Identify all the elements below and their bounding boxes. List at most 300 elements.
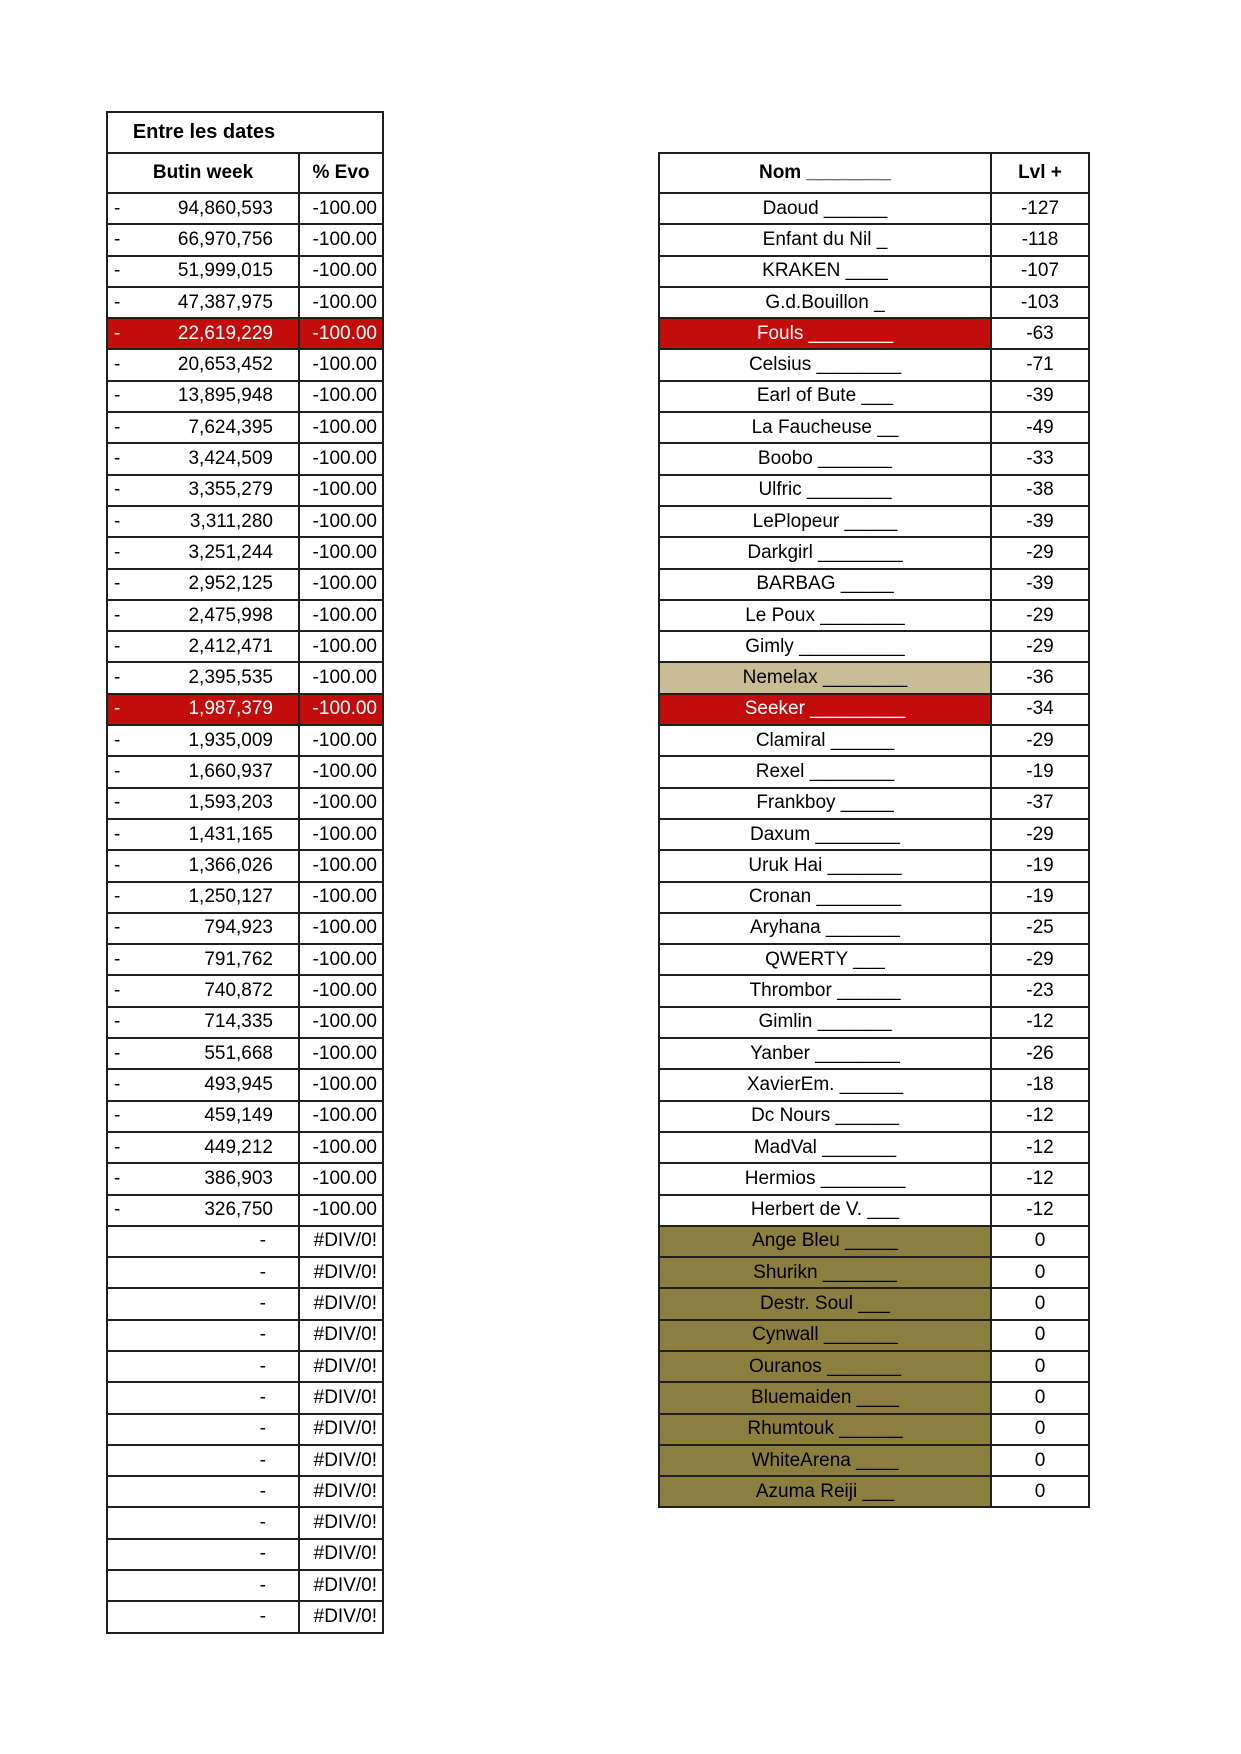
butin-value: - [259,1512,266,1534]
butin-value: 1,250,127 [188,886,273,908]
evo-cell: #DIV/0! [299,1288,383,1319]
butin-cell [107,412,299,443]
butin-table-row [107,1507,383,1538]
butin-cell [107,725,299,756]
nom-table-row [659,662,1089,693]
butin-table-row [107,1382,383,1413]
butin-table-row [107,631,383,662]
lvl-cell: -29 [991,631,1089,662]
lvl-cell: -39 [991,569,1089,600]
butin-table-row [107,725,383,756]
nom-table-row [659,1288,1089,1319]
nom-table-row [659,256,1089,287]
accounting-minus-sign: - [114,448,121,470]
nom-cell: Nemelax ________ [659,662,991,693]
butin-table-row [107,975,383,1006]
evo-cell: -100.00 [299,662,383,693]
evo-cell: -100.00 [299,443,383,474]
column-header-butin-week: Butin week [107,153,299,193]
accounting-minus-sign: - [114,479,121,501]
nom-cell: Destr. Soul ___ [659,1288,991,1319]
butin-value: 459,149 [204,1105,273,1127]
butin-table-row [107,1351,383,1382]
butin-cell [107,1414,299,1445]
lvl-cell: -25 [991,913,1089,944]
evo-cell: -100.00 [299,475,383,506]
butin-table-row [107,256,383,287]
accounting-minus-sign: - [114,886,121,908]
nom-table-row [659,1007,1089,1038]
lvl-cell: 0 [991,1414,1089,1445]
butin-cell [107,694,299,725]
evo-cell: -100.00 [299,1007,383,1038]
butin-value: 794,923 [204,917,273,939]
accounting-minus-sign: - [114,573,121,595]
butin-table-row [107,537,383,568]
butin-cell [107,1195,299,1226]
butin-table-row [107,1163,383,1194]
evo-cell: -100.00 [299,756,383,787]
nom-cell: Boobo _______ [659,443,991,474]
butin-value: - [259,1355,266,1377]
lvl-cell: -107 [991,256,1089,287]
butin-value: 22,619,229 [177,322,273,344]
butin-value: 66,970,756 [177,228,273,250]
butin-value: 3,311,280 [189,510,273,532]
butin-cell [107,1101,299,1132]
butin-table [106,111,384,1634]
butin-table-row [107,193,383,224]
accounting-minus-sign: - [114,854,121,876]
nom-table-row [659,193,1089,224]
lvl-cell: -29 [991,944,1089,975]
butin-table-row [107,1539,383,1570]
butin-value: 7,624,395 [188,416,273,438]
accounting-minus-sign: - [114,291,121,313]
nom-table-row [659,287,1089,318]
nom-cell: Clamiral ______ [659,725,991,756]
lvl-cell: -29 [991,819,1089,850]
butin-cell [107,1257,299,1288]
lvl-cell: -127 [991,193,1089,224]
nom-table-row [659,975,1089,1006]
evo-cell: -100.00 [299,1069,383,1100]
evo-cell: -100.00 [299,1101,383,1132]
lvl-cell: -39 [991,506,1089,537]
evo-cell: #DIV/0! [299,1445,383,1476]
column-header-lvl: Lvl + [991,153,1089,193]
evo-cell: -100.00 [299,569,383,600]
column-header-evo: % Evo [299,153,383,193]
butin-table-row [107,662,383,693]
lvl-cell: 0 [991,1382,1089,1413]
butin-value: - [259,1293,266,1315]
nom-table-row [659,443,1089,474]
lvl-cell: -12 [991,1132,1089,1163]
evo-cell: -100.00 [299,1163,383,1194]
evo-cell: -100.00 [299,850,383,881]
butin-value: 3,424,509 [188,448,273,470]
accounting-minus-sign: - [114,667,121,689]
lvl-cell: -38 [991,475,1089,506]
lvl-cell: -12 [991,1163,1089,1194]
nom-cell: Aryhana _______ [659,913,991,944]
lvl-cell: 0 [991,1351,1089,1382]
butin-table-row [107,1007,383,1038]
accounting-minus-sign: - [114,1042,121,1064]
nom-table-row [659,1414,1089,1445]
accounting-minus-sign: - [114,917,121,939]
butin-cell [107,1226,299,1257]
butin-value: - [259,1418,266,1440]
nom-table-row [659,1163,1089,1194]
nom-cell: Ange Bleu _____ [659,1226,991,1257]
lvl-cell: 0 [991,1445,1089,1476]
butin-value: 1,593,203 [188,792,273,814]
nom-cell: MadVal _______ [659,1132,991,1163]
nom-table-row [659,1101,1089,1132]
butin-value: - [259,1386,266,1408]
butin-table-row [107,1414,383,1445]
butin-cell [107,506,299,537]
accounting-minus-sign: - [114,980,121,1002]
butin-value: 326,750 [204,1199,273,1221]
nom-cell: XavierEm. ______ [659,1069,991,1100]
butin-cell [107,1382,299,1413]
nom-cell: Fouls ________ [659,318,991,349]
nom-cell: Rexel ________ [659,756,991,787]
lvl-cell: -49 [991,412,1089,443]
nom-table-row [659,600,1089,631]
nom-cell: Daoud ______ [659,193,991,224]
lvl-cell: -18 [991,1069,1089,1100]
butin-value: 714,335 [204,1011,273,1033]
butin-value: 2,395,535 [188,667,273,689]
accounting-minus-sign: - [114,541,121,563]
butin-cell [107,443,299,474]
butin-cell [107,850,299,881]
accounting-minus-sign: - [114,823,121,845]
butin-value: 94,860,593 [177,197,273,219]
butin-table-row [107,443,383,474]
lvl-cell: -118 [991,224,1089,255]
evo-cell: -100.00 [299,256,383,287]
butin-table-row [107,944,383,975]
evo-cell: -100.00 [299,224,383,255]
butin-table-row [107,1132,383,1163]
accounting-minus-sign: - [114,1105,121,1127]
butin-cell [107,1320,299,1351]
butin-cell [107,631,299,662]
butin-table-row [107,600,383,631]
evo-cell: -100.00 [299,913,383,944]
nom-cell: Dc Nours ______ [659,1101,991,1132]
butin-table-row [107,1195,383,1226]
butin-table-row [107,224,383,255]
accounting-minus-sign: - [114,792,121,814]
accounting-minus-sign: - [114,260,121,282]
butin-value: 493,945 [204,1073,273,1095]
butin-value: - [259,1606,266,1627]
evo-cell: #DIV/0! [299,1601,383,1632]
nom-cell: Herbert de V. ___ [659,1195,991,1226]
butin-value: - [259,1574,266,1596]
nom-table-row [659,412,1089,443]
nom-table-row [659,1226,1089,1257]
butin-cell [107,600,299,631]
nom-cell: Gimly __________ [659,631,991,662]
nom-cell: Ouranos _______ [659,1351,991,1382]
butin-cell [107,349,299,380]
table-title: Entre les dates [132,121,276,143]
accounting-minus-sign: - [114,416,121,438]
butin-value: 1,987,379 [188,698,273,720]
lvl-cell: 0 [991,1257,1089,1288]
butin-cell [107,475,299,506]
butin-cell [107,287,299,318]
butin-table-row [107,788,383,819]
evo-cell: -100.00 [299,631,383,662]
butin-value: 449,212 [204,1136,273,1158]
nom-cell: Cronan ________ [659,882,991,913]
accounting-minus-sign: - [114,1136,121,1158]
butin-cell [107,1163,299,1194]
butin-value: - [259,1480,266,1502]
accounting-minus-sign: - [114,729,121,751]
nom-table-row [659,1195,1089,1226]
evo-cell: -100.00 [299,600,383,631]
butin-cell [107,662,299,693]
accounting-minus-sign: - [114,698,121,720]
butin-table-row [107,882,383,913]
butin-cell [107,1069,299,1100]
butin-cell [107,819,299,850]
butin-table-row [107,1257,383,1288]
nom-table-row [659,850,1089,881]
nom-table-row [659,1351,1089,1382]
nom-cell: Gimlin _______ [659,1007,991,1038]
lvl-cell: 0 [991,1288,1089,1319]
evo-cell: -100.00 [299,506,383,537]
butin-value: 791,762 [204,948,273,970]
nom-cell: Darkgirl ________ [659,537,991,568]
lvl-cell: -19 [991,850,1089,881]
accounting-minus-sign: - [114,760,121,782]
butin-table-row [107,850,383,881]
butin-cell [107,1476,299,1507]
accounting-minus-sign: - [114,1199,121,1221]
lvl-cell: -39 [991,381,1089,412]
evo-cell: -100.00 [299,1195,383,1226]
butin-table-header-row [107,153,383,193]
butin-cell [107,975,299,1006]
nom-cell: Hermios ________ [659,1163,991,1194]
butin-value: 2,475,998 [188,604,273,626]
lvl-cell: -19 [991,756,1089,787]
nom-table-row [659,756,1089,787]
evo-cell: #DIV/0! [299,1257,383,1288]
nom-cell: La Faucheuse __ [659,412,991,443]
butin-cell [107,569,299,600]
butin-cell [107,1539,299,1570]
butin-cell [107,1132,299,1163]
nom-cell: Ulfric ________ [659,475,991,506]
nom-cell: Seeker _________ [659,694,991,725]
butin-value: 551,668 [204,1042,273,1064]
evo-cell: -100.00 [299,412,383,443]
butin-value: 51,999,015 [177,260,273,282]
butin-value: 1,935,009 [188,729,273,751]
lvl-cell: -12 [991,1007,1089,1038]
butin-table-row [107,318,383,349]
butin-table-row [107,506,383,537]
nom-cell: Yanber ________ [659,1038,991,1069]
nom-cell: Le Poux ________ [659,600,991,631]
butin-table-title-cell [107,112,383,153]
evo-cell: #DIV/0! [299,1476,383,1507]
nom-table-row [659,631,1089,662]
butin-cell [107,1007,299,1038]
butin-cell [107,1570,299,1601]
butin-cell [107,1445,299,1476]
evo-cell: #DIV/0! [299,1351,383,1382]
evo-cell: -100.00 [299,193,383,224]
butin-table-row [107,1320,383,1351]
butin-value: 1,431,165 [188,823,273,845]
lvl-cell: -37 [991,788,1089,819]
butin-cell [107,318,299,349]
butin-cell [107,1601,299,1632]
butin-value: 20,653,452 [177,354,273,376]
butin-table-row [107,1069,383,1100]
evo-cell: #DIV/0! [299,1570,383,1601]
evo-cell: -100.00 [299,788,383,819]
nom-table-row [659,913,1089,944]
nom-table-row [659,1038,1089,1069]
accounting-minus-sign: - [114,385,121,407]
nom-table-row [659,1382,1089,1413]
nom-table [658,152,1090,1508]
nom-table-header-row [659,153,1089,193]
accounting-minus-sign: - [114,510,121,532]
butin-value: 13,895,948 [177,385,273,407]
butin-table-row [107,756,383,787]
butin-table-title-row [107,112,383,153]
butin-value: 386,903 [204,1167,273,1189]
butin-cell [107,882,299,913]
butin-cell [107,537,299,568]
butin-cell [107,1288,299,1319]
butin-table-row [107,1476,383,1507]
butin-table-row [107,412,383,443]
nom-cell: Azuma Reiji ___ [659,1476,991,1507]
lvl-cell: -103 [991,287,1089,318]
nom-table-row [659,944,1089,975]
butin-cell [107,1038,299,1069]
nom-table-row [659,349,1089,380]
nom-cell: Rhumtouk ______ [659,1414,991,1445]
butin-table-row [107,569,383,600]
evo-cell: -100.00 [299,975,383,1006]
nom-cell: WhiteArena ____ [659,1445,991,1476]
butin-value: 3,251,244 [188,541,273,563]
evo-cell: -100.00 [299,944,383,975]
nom-cell: QWERTY ___ [659,944,991,975]
lvl-cell: 0 [991,1476,1089,1507]
nom-table-row [659,1132,1089,1163]
butin-table-row [107,475,383,506]
nom-cell: Shurikn _______ [659,1257,991,1288]
evo-cell: -100.00 [299,1132,383,1163]
accounting-minus-sign: - [114,1011,121,1033]
evo-cell: -100.00 [299,287,383,318]
lvl-cell: -34 [991,694,1089,725]
evo-cell: #DIV/0! [299,1414,383,1445]
butin-table-row [107,1601,383,1632]
evo-cell: #DIV/0! [299,1320,383,1351]
butin-value: 740,872 [204,980,273,1002]
nom-cell: Daxum ________ [659,819,991,850]
butin-cell [107,224,299,255]
butin-table-row [107,1226,383,1257]
lvl-cell: -23 [991,975,1089,1006]
nom-cell: Earl of Bute ___ [659,381,991,412]
nom-table-row [659,475,1089,506]
butin-table-row [107,1101,383,1132]
butin-table-row [107,1445,383,1476]
accounting-minus-sign: - [114,197,121,219]
evo-cell: -100.00 [299,725,383,756]
butin-cell [107,256,299,287]
butin-cell [107,1351,299,1382]
butin-value: 3,355,279 [188,479,273,501]
butin-value: 1,366,026 [188,854,273,876]
nom-cell: Cynwall _______ [659,1320,991,1351]
lvl-cell: -36 [991,662,1089,693]
column-header-nom: Nom ________ [659,153,991,193]
butin-table-row [107,1288,383,1319]
nom-cell: Uruk Hai _______ [659,850,991,881]
accounting-minus-sign: - [114,948,121,970]
nom-table-row [659,318,1089,349]
evo-cell: -100.00 [299,819,383,850]
nom-table-row [659,224,1089,255]
butin-cell [107,1507,299,1538]
nom-cell: BARBAG _____ [659,569,991,600]
nom-cell: G.d.Bouillon _ [659,287,991,318]
lvl-cell: -29 [991,725,1089,756]
butin-table-row [107,1570,383,1601]
lvl-cell: -29 [991,537,1089,568]
nom-table-row [659,381,1089,412]
evo-cell: -100.00 [299,381,383,412]
lvl-cell: -63 [991,318,1089,349]
nom-table-row [659,694,1089,725]
butin-value: 47,387,975 [177,291,273,313]
nom-cell: KRAKEN ____ [659,256,991,287]
nom-table-row [659,1069,1089,1100]
lvl-cell: 0 [991,1320,1089,1351]
butin-table-row [107,819,383,850]
butin-value: - [259,1543,266,1565]
nom-table-row [659,1257,1089,1288]
butin-table-row [107,694,383,725]
butin-table-row [107,913,383,944]
nom-table-row [659,788,1089,819]
nom-cell: Celsius ________ [659,349,991,380]
evo-cell: #DIV/0! [299,1539,383,1570]
evo-cell: #DIV/0! [299,1382,383,1413]
